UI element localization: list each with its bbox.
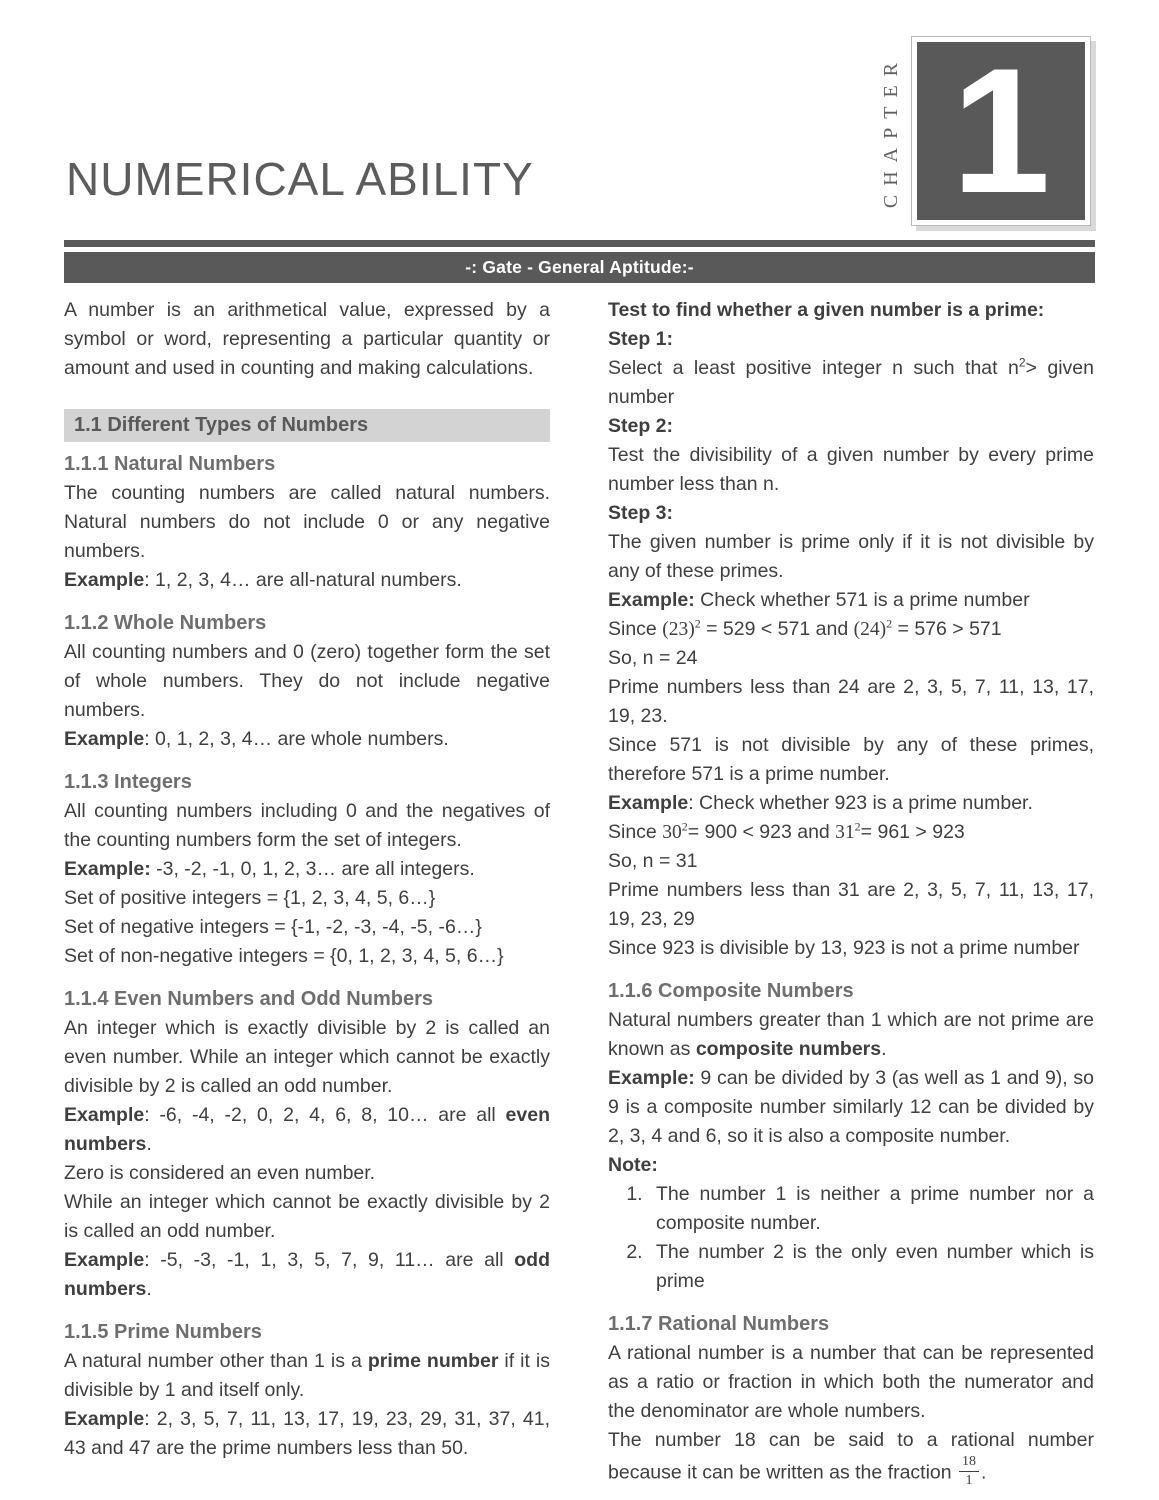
example-paragraph: Example: 2, 3, 5, 7, 11, 13, 17, 19, 23, 29, 31, 37, 41, 43 and 47 are the prime numbers less than 50.	[64, 1408, 550, 1459]
column-right	[608, 296, 1094, 1492]
example-paragraph: Example: Check whether 923 is a prime number.	[608, 792, 1033, 814]
column-left	[64, 296, 550, 1492]
example-paragraph: Example: -6, -4, -2, 0, 2, 4, 6, 8, 10… are all even numbers.	[64, 1104, 550, 1155]
step-heading: Step 2:	[608, 415, 674, 437]
example-paragraph: Example: 0, 1, 2, 3, 4… are whole numbers.	[64, 728, 449, 750]
example-paragraph: Example: -3, -2, -1, 0, 1, 2, 3… are all integers.	[64, 858, 475, 880]
paragraph: While an integer which cannot be exactly divisible by 2 is called an odd number.	[64, 1191, 550, 1242]
paragraph: The counting numbers are called natural numbers. Natural numbers do not include 0 or any negative numbers.	[64, 482, 550, 562]
content	[0, 283, 1159, 1492]
intro-paragraph: A number is an arithmetical value, expressed by a symbol or word, representing a particular quantity or amount and used in counting and making calculations.	[64, 299, 550, 379]
note-list	[608, 1180, 1094, 1296]
list-item: 2. The number 2 is the only even number which is prime	[648, 1238, 1094, 1296]
paragraph: Prime numbers less than 24 are 2, 3, 5, 7, 11, 13, 17, 19, 23.	[608, 676, 1094, 727]
subsection-heading: 1.1.2 Whole Numbers	[64, 612, 267, 634]
page-header	[0, 0, 1159, 240]
example-paragraph: Example: 1, 2, 3, 4… are all-natural numbers.	[64, 569, 462, 591]
paragraph: An integer which is exactly divisible by 2 is called an even number. While an integer which cannot be exactly divisible by 2 is called an odd number.	[64, 1017, 550, 1097]
subsection-heading: 1.1.4 Even Numbers and Odd Numbers	[64, 988, 433, 1010]
paragraph: So, n = 24	[608, 647, 698, 669]
paragraph: A natural number other than 1 is a prime number if it is divisible by 1 and itself only.	[64, 1350, 550, 1401]
subsection-heading: 1.1.1 Natural Numbers	[64, 453, 276, 475]
paragraph: A rational number is a number that can be represented as a ratio or fraction in which both the numerator and the denominator are whole numbers.	[608, 1342, 1094, 1422]
subsection-heading: 1.1.6 Composite Numbers	[608, 980, 854, 1002]
math-paragraph: Since $30^2= 900 < 923$ and $31^2= 961 > 923$	[608, 819, 965, 843]
banner-text: -: Gate - General Aptitude:-	[465, 257, 694, 277]
paragraph: Set of non-negative integers = {0, 1, 2, 3, 4, 5, 6…}	[64, 945, 504, 967]
example-paragraph: Example: Check whether 571 is a prime number	[608, 589, 1030, 611]
step-heading: Step 1:	[608, 328, 674, 350]
paragraph: Test the divisibility of a given number by every prime number less than n.	[608, 444, 1094, 495]
paragraph: All counting numbers including 0 and the negatives of the counting numbers form the set of integers.	[64, 800, 550, 851]
paragraph: Since 571 is not divisible by any of these primes, therefore 571 is a prime number.	[608, 734, 1094, 785]
paragraph: Since 923 is divisible by 13, 923 is not a prime number	[608, 937, 1080, 959]
subsection-heading: 1.1.5 Prime Numbers	[64, 1321, 262, 1343]
note-heading: Note:	[608, 1154, 658, 1176]
subsection-heading: 1.1.7 Rational Numbers	[608, 1313, 830, 1335]
section-heading-bar: 1.1 Different Types of Numbers	[64, 409, 550, 442]
divider-rule	[64, 240, 1095, 247]
paragraph: Set of positive integers = {1, 2, 3, 4, 5, 6…}	[64, 887, 436, 909]
paragraph: All counting numbers and 0 (zero) together form the set of whole numbers. They do not include negative numbers.	[64, 641, 550, 721]
bold-lead-paragraph: Test to find whether a given number is a prime:	[608, 299, 1045, 321]
chapter-number: 1	[951, 31, 1051, 231]
chapter-word-vertical: CHAPTER	[880, 53, 902, 209]
example-paragraph: Example: -5, -3, -1, 1, 3, 5, 7, 9, 11… are all odd numbers.	[64, 1249, 550, 1300]
math-paragraph: Since $(23)^2 = 529 < 571$ and $(24)^2 = 576 > 571$	[608, 616, 1002, 640]
example-paragraph: Example: 9 can be divided by 3 (as well as 1 and 9), so 9 is a composite number similarly 12 can be divided by 2, 3, 4 and 6, so it is also a composite number.	[608, 1067, 1094, 1147]
chapter-badge	[880, 31, 1091, 231]
paragraph: Set of negative integers = {-1, -2, -3, -4, -5, -6…}	[64, 916, 482, 938]
chapter-number-box-inner	[917, 31, 1085, 231]
paragraph: Zero is considered an even number.	[64, 1162, 376, 1184]
paragraph: Prime numbers less than 31 are 2, 3, 5, 7, 11, 13, 17, 19, 23, 29	[608, 879, 1094, 930]
page-title: NUMERICAL ABILITY	[66, 153, 534, 205]
chapter-number-box	[911, 31, 1091, 231]
paragraph: So, n = 31	[608, 850, 698, 872]
paragraph: The number 18 can be said to a rational number because it can be written as the fraction $\frac{18}{1}$ .	[608, 1429, 1094, 1488]
step-heading: Step 3:	[608, 502, 674, 524]
fraction: $\frac{18}{1}$	[959, 1455, 979, 1488]
paragraph: Select a least positive integer n such that $n^2>$ given number	[608, 355, 1094, 408]
subsection-heading: 1.1.3 Integers	[64, 771, 192, 793]
paragraph: Natural numbers greater than 1 which are not prime are known as composite numbers.	[608, 1009, 1094, 1060]
list-item: 1. The number 1 is neither a prime number nor a composite number.	[648, 1180, 1094, 1238]
paragraph: The given number is prime only if it is not divisible by any of these primes.	[608, 531, 1094, 582]
banner	[64, 252, 1095, 283]
